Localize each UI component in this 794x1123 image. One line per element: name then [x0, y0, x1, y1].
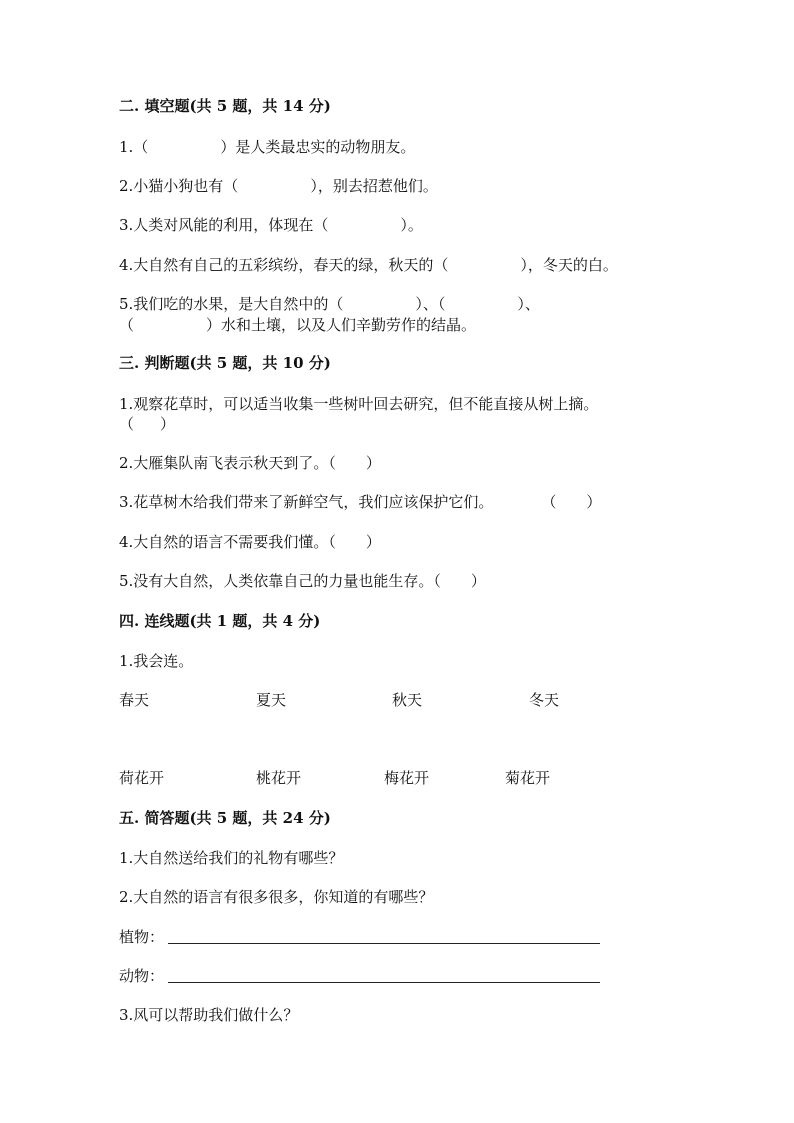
season-spring[interactable]: 春天	[119, 691, 150, 709]
judge-question-1-answer: （ ）	[119, 415, 176, 433]
flower-lotus[interactable]: 荷花开	[119, 769, 165, 787]
plants-label: 植物：	[119, 928, 165, 946]
flower-chrysanthemum[interactable]: 菊花开	[505, 769, 551, 787]
season-winter[interactable]: 冬天	[529, 691, 560, 709]
judge-question-5: 5.没有大自然，人类依靠自己的力量也能生存。（ ）	[119, 572, 486, 590]
plants-answer-line[interactable]	[168, 943, 600, 944]
fill-question-3: 3.人类对风能的利用，体现在（ ）。	[119, 216, 423, 234]
short-answer-question-3: 3.风可以帮助我们做什么？	[119, 1006, 299, 1024]
short-answer-question-2: 2.大自然的语言有很多很多，你知道的有哪些？	[119, 888, 434, 906]
judge-question-4: 4.大自然的语言不需要我们懂。（ ）	[119, 533, 381, 551]
judge-question-1: 1.观察花草时，可以适当收集一些树叶回去研究，但不能直接从树上摘。	[119, 395, 599, 413]
fill-question-2: 2.小猫小狗也有（ ），别去招惹他们。	[119, 177, 438, 195]
section-3-title: 三. 判断题(共 5 题，共 10 分)	[119, 354, 331, 372]
section-4-title: 四. 连线题(共 1 题，共 4 分)	[119, 612, 321, 630]
season-autumn[interactable]: 秋天	[392, 691, 423, 709]
fill-question-5-continued: （ ）水和土壤，以及人们辛勤劳作的结晶。	[119, 316, 477, 334]
flower-peach[interactable]: 桃花开	[256, 769, 302, 787]
animals-label: 动物：	[119, 967, 165, 985]
fill-question-1: 1.（ ）是人类最忠实的动物朋友。	[119, 138, 416, 156]
section-2-title: 二. 填空题(共 5 题，共 14 分)	[119, 97, 331, 115]
judge-question-3: 3.花草树木给我们带来了新鲜空气，我们应该保护它们。 （ ）	[119, 493, 602, 511]
season-summer[interactable]: 夏天	[256, 691, 287, 709]
flower-plum[interactable]: 梅花开	[384, 769, 430, 787]
fill-question-4: 4.大自然有自己的五彩缤纷，春天的绿，秋天的（ ），冬天的白。	[119, 256, 618, 274]
fill-question-5: 5.我们吃的水果，是大自然中的（ ）、（ ）、	[119, 295, 540, 313]
matching-question-1: 1.我会连。	[119, 652, 194, 670]
short-answer-question-1: 1.大自然送给我们的礼物有哪些？	[119, 849, 344, 867]
animals-answer-line[interactable]	[168, 982, 600, 983]
judge-question-2: 2.大雁集队南飞表示秋天到了。（ ）	[119, 454, 381, 472]
section-5-title: 五. 简答题(共 5 题，共 24 分)	[119, 809, 331, 827]
